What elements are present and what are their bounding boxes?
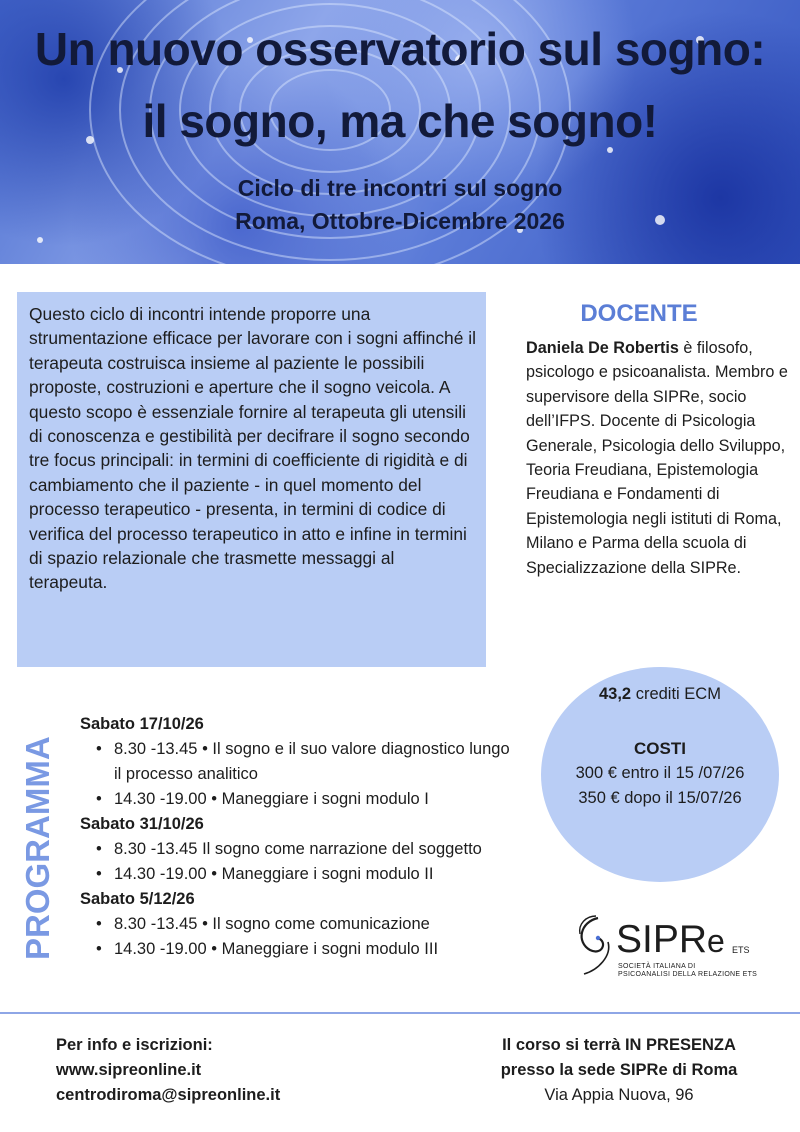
- header-banner: [0, 0, 800, 264]
- logo-word-e: e: [707, 923, 725, 959]
- programma-label: PROGRAMMA: [19, 736, 56, 960]
- sipre-logo: [568, 912, 768, 982]
- ecm-label: crediti ECM: [631, 685, 721, 703]
- intro-text: Questo ciclo di incontri intende proporre una strumentazione efficace per lavorare con i sogni affinché il terapeuta costruisca insieme al paziente le possibili proposte, costruzioni e aperture che il sogno veicola. A questo scopo è essenziale fornire al terapeuta gli utensili di conoscenza e gestibilità per decifrare il sogno secondo tre focus principali: in termini di coefficiente di rigidità e di cambiamento che il paziente - in quel momento del processo terapeutico - presenta, in termini di codice di verifica del processo terapeutico in atto e infine in termini di spazio relazionale che trasmette messaggi al terapeuta.: [29, 304, 476, 593]
- website-link[interactable]: www.sipreonline.it: [56, 1061, 202, 1079]
- logo-word-main: SIPR: [616, 918, 708, 961]
- day-1-date: Sabato 17/10/26: [80, 715, 204, 733]
- day-2-date: Sabato 31/10/26: [80, 815, 204, 833]
- day-1-items: [94, 737, 520, 812]
- email-link[interactable]: centrodiroma@sipreonline.it: [56, 1086, 281, 1104]
- venue-line-1: Il corso si terrà IN PRESENZA: [502, 1036, 736, 1054]
- price-late: 350 € dopo il 15/07/26: [578, 789, 742, 807]
- title-line-2: il sogno, ma che sogno!: [142, 95, 658, 147]
- subtitle-line-2: Roma, Ottobre-Dicembre 2026: [235, 208, 565, 234]
- info-label: Per info e iscrizioni:: [56, 1036, 213, 1054]
- intro-box: [17, 292, 486, 667]
- price-early: 300 € entro il 15 /07/26: [575, 764, 745, 782]
- docente-bio-text: è filosofo, psicologo e psicoanalista. Membro e supervisore della SIPRe, socio dell’IFPS. Docente di Psicologia Generale, Psicologia dello Sviluppo, Teoria Freudiana, Epistemologia Freudiana e Fondamenti di Epistemologia negli istituti di Roma, Milano e Parma della scuola di Specializzazione della SIPRe.: [526, 339, 788, 577]
- logo-ets: ETS: [732, 945, 750, 955]
- logo-wordmark: [616, 918, 725, 962]
- logo-subtitle-2: PSICOANALISI DELLA RELAZIONE ETS: [618, 971, 758, 978]
- ecm-value: 43,2: [599, 685, 632, 703]
- day-3-items: [94, 912, 520, 962]
- day-3-date: Sabato 5/12/26: [80, 890, 195, 908]
- ecm-credits: [541, 685, 779, 704]
- docente-bio: [526, 336, 788, 580]
- venue-line-2: presso la sede SIPRe di Roma: [500, 1061, 738, 1079]
- list-item: • 14.30 -19.00 • Maneggiare i sogni modulo III: [94, 937, 520, 962]
- title-line-1: Un nuovo osservatorio sul sogno:: [34, 23, 766, 75]
- list-item: • 8.30 -13.45 • Il sogno e il suo valore diagnostico lungo il processo analitico: [94, 737, 520, 787]
- list-item: • 8.30 -13.45 • Il sogno come comunicazione: [94, 912, 520, 937]
- docente-name: Daniela De Robertis: [526, 339, 679, 357]
- list-item: • 14.30 -19.00 • Maneggiare i sogni modulo I: [94, 787, 520, 812]
- footer-divider: [0, 1012, 800, 1014]
- programma-list: [80, 712, 520, 962]
- list-item: • 8.30 -13.45 Il sogno come narrazione del soggetto: [94, 837, 520, 862]
- docente-heading: DOCENTE: [580, 300, 698, 327]
- costi-circle: [541, 667, 779, 882]
- list-item: • 14.30 -19.00 • Maneggiare i sogni modulo II: [94, 862, 520, 887]
- logo-subtitle-1: SOCIETÀ ITALIANA DI: [618, 963, 696, 970]
- subtitle-line-1: Ciclo di tre incontri sul sogno: [237, 175, 563, 201]
- footer-contacts: [56, 1033, 280, 1108]
- venue-address: Via Appia Nuova, 96: [544, 1086, 694, 1104]
- footer-venue: [470, 1033, 768, 1108]
- costi-heading: COSTI: [634, 739, 686, 758]
- day-2-items: [94, 837, 520, 887]
- logo-swirl-icon: [568, 912, 618, 978]
